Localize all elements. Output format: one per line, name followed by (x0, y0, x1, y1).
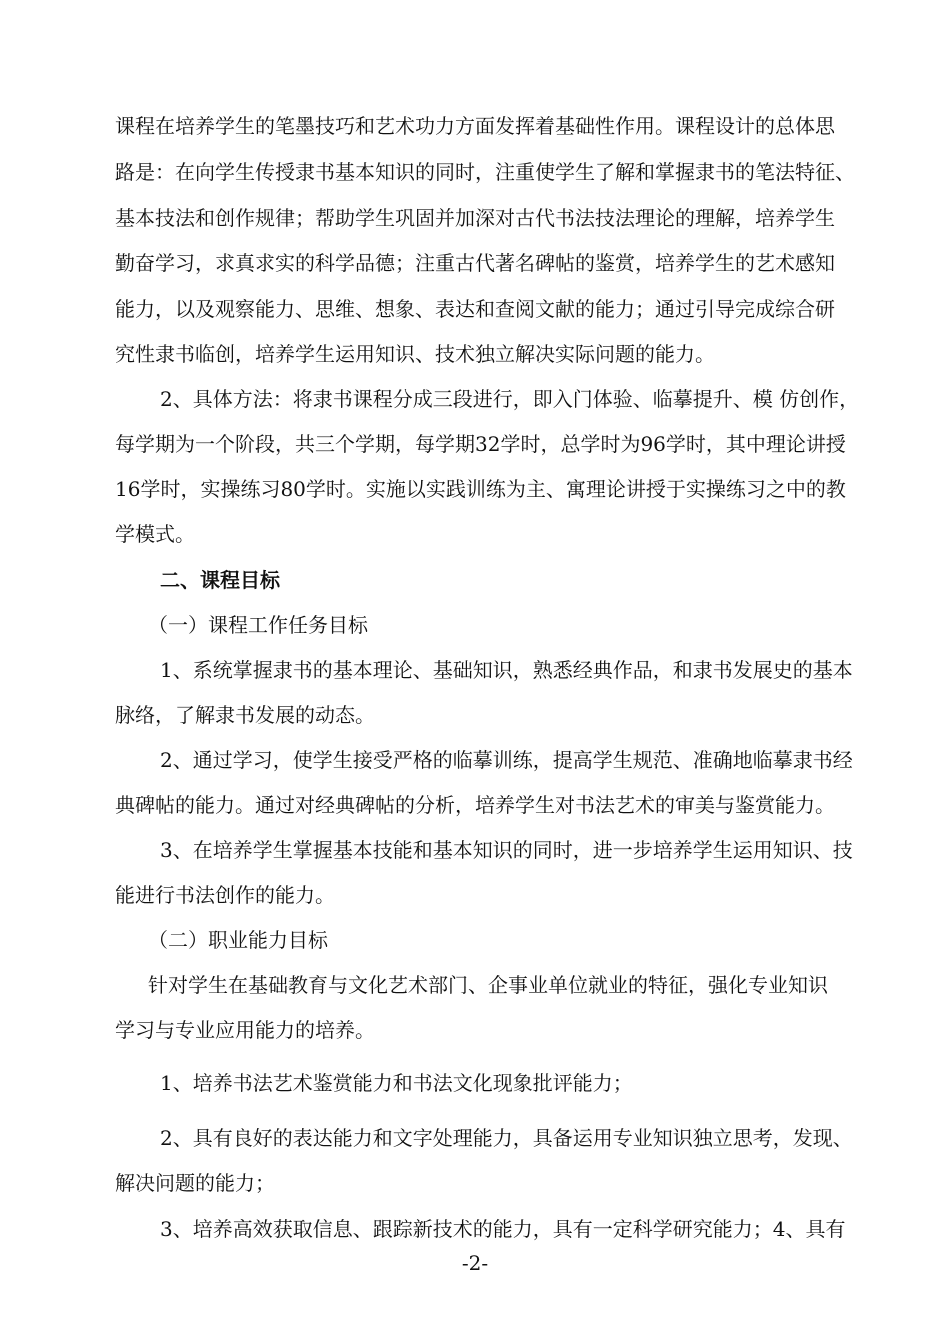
body-line: 课程在培养学生的笔墨技巧和艺术功力方面发挥着基础性作用。课程设计的总体思 (115, 114, 835, 138)
body-line: 解决问题的能力； (115, 1171, 275, 1195)
body-line: 路是：在向学生传授隶书基本知识的同时，注重使学生了解和掌握隶书的笔法特征、 (115, 160, 855, 184)
subsection-heading-task-goals: （一）课程工作任务目标 (148, 613, 368, 637)
body-line: 脉络，了解隶书发展的动态。 (115, 703, 375, 727)
subsection-heading-career-goals: （二）职业能力目标 (148, 928, 328, 952)
career-item-1: 1、培养书法艺术鉴赏能力和书法文化现象批评能力； (160, 1071, 633, 1095)
body-line: 每学期为一个阶段，共三个学期，每学期32学时，总学时为96学时，其中理论讲授 (115, 432, 846, 456)
body-line: 勤奋学习，求真求实的科学品德；注重古代著名碑帖的鉴赏，培养学生的艺术感知 (115, 251, 835, 275)
career-item-2: 2、具有良好的表达能力和文字处理能力，具备运用专业知识独立思考，发现、 (160, 1126, 853, 1150)
body-line: 典碑帖的能力。通过对经典碑帖的分析，培养学生对书法艺术的审美与鉴赏能力。 (115, 793, 835, 817)
goal-item-2: 2、通过学习，使学生接受严格的临摹训练，提高学生规范、准确地临摹隶书经 (160, 748, 853, 772)
body-line: 能进行书法创作的能力。 (115, 883, 335, 907)
body-line: 能力，以及观察能力、思维、想象、表达和查阅文献的能力；通过引导完成综合研 (115, 297, 835, 321)
career-item-3: 3、培养高效获取信息、跟踪新技术的能力，具有一定科学研究能力；4、具有 (160, 1217, 846, 1241)
career-intro: 针对学生在基础教育与文化艺术部门、企事业单位就业的特征，强化专业知识 (148, 973, 828, 997)
section-heading-course-goals: 二、课程目标 (160, 568, 280, 592)
body-line: 究性隶书临创，培养学生运用知识、技术独立解决实际问题的能力。 (115, 342, 715, 366)
goal-item-3: 3、在培养学生掌握基本技能和基本知识的同时，进一步培养学生运用知识、技 (160, 838, 853, 862)
goal-item-1: 1、系统掌握隶书的基本理论、基础知识，熟悉经典作品，和隶书发展史的基本 (160, 658, 853, 682)
body-line: 16学时，实操练习80学时。实施以实践训练为主、寓理论讲授于实操练习之中的教 (115, 477, 846, 501)
page-number: -2- (461, 1251, 489, 1275)
body-line: 基本技法和创作规律；帮助学生巩固并加深对古代书法技法理论的理解，培养学生 (115, 206, 835, 230)
body-line: 学模式。 (115, 522, 195, 546)
body-line: 学习与专业应用能力的培养。 (115, 1018, 375, 1042)
paragraph-method: 2、具体方法：将隶书课程分成三段进行，即入门体验、临摹提升、模 仿创作， (160, 387, 860, 411)
